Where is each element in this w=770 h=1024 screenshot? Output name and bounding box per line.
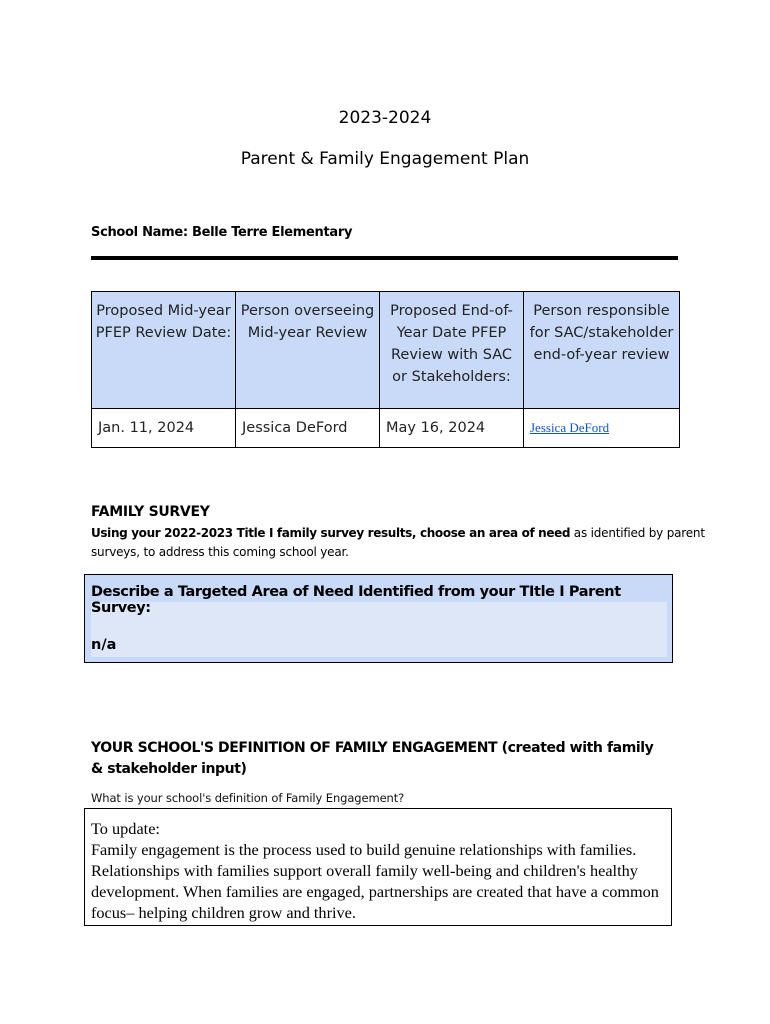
review-table-row — [92, 409, 680, 448]
targeted-need-box — [84, 574, 673, 663]
cell-endyear-date: May 16, 2024 — [380, 409, 524, 448]
review-table-header-row — [92, 292, 680, 409]
targeted-need-label: Describe a Targeted Area of Need Identified from your TItle I Parent Survey: — [91, 584, 621, 616]
definition-answer-body: Family engagement is the process used to build genuine relationships with families. Relationships with families support overall family well-being and children's healthy development. When families are engaged, partnerships are created that have a common focus– helping children grow and thrive. — [91, 840, 659, 922]
header-endyear-person: Person responsible for SAC/stakeholder end-of-year review — [524, 292, 680, 409]
targeted-need-value: n/a — [91, 637, 117, 653]
definition-question: What is your school's definition of Family Engagement? — [91, 791, 405, 805]
definition-heading: YOUR SCHOOL'S DEFINITION OF FAMILY ENGAGEMENT (created with family & stakeholder input) — [91, 740, 654, 777]
family-survey-instruction-line2: surveys, to address this coming school year. — [91, 545, 349, 559]
family-survey-heading: FAMILY SURVEY — [91, 504, 210, 520]
cell-endyear-person-link[interactable]: Jessica DeFord — [524, 409, 680, 448]
header-midyear-person: Person overseeing Mid-year Review — [236, 292, 380, 409]
pfep-review-table — [91, 291, 680, 448]
document-year: 2023-2024 — [338, 108, 432, 128]
instruction-bold: Using your 2022-2023 Title I family survey results, choose an area of need — [91, 526, 571, 540]
school-name: School Name: Belle Terre Elementary — [91, 225, 353, 240]
definition-answer-intro: To update: — [91, 819, 160, 838]
family-survey-instruction — [91, 526, 705, 540]
definition-answer-box[interactable] — [84, 808, 672, 926]
header-endyear-date: Proposed End-of- Year Date PFEP Review with SAC or Stakeholders: — [380, 292, 524, 409]
section-divider — [91, 256, 678, 260]
cell-midyear-date: Jan. 11, 2024 — [92, 409, 236, 448]
document-title: Parent & Family Engagement Plan — [240, 149, 530, 169]
header-midyear-date: Proposed Mid-year PFEP Review Date: — [92, 292, 236, 409]
cell-midyear-person: Jessica DeFord — [236, 409, 380, 448]
instruction-rest: as identified by parent — [570, 526, 705, 540]
